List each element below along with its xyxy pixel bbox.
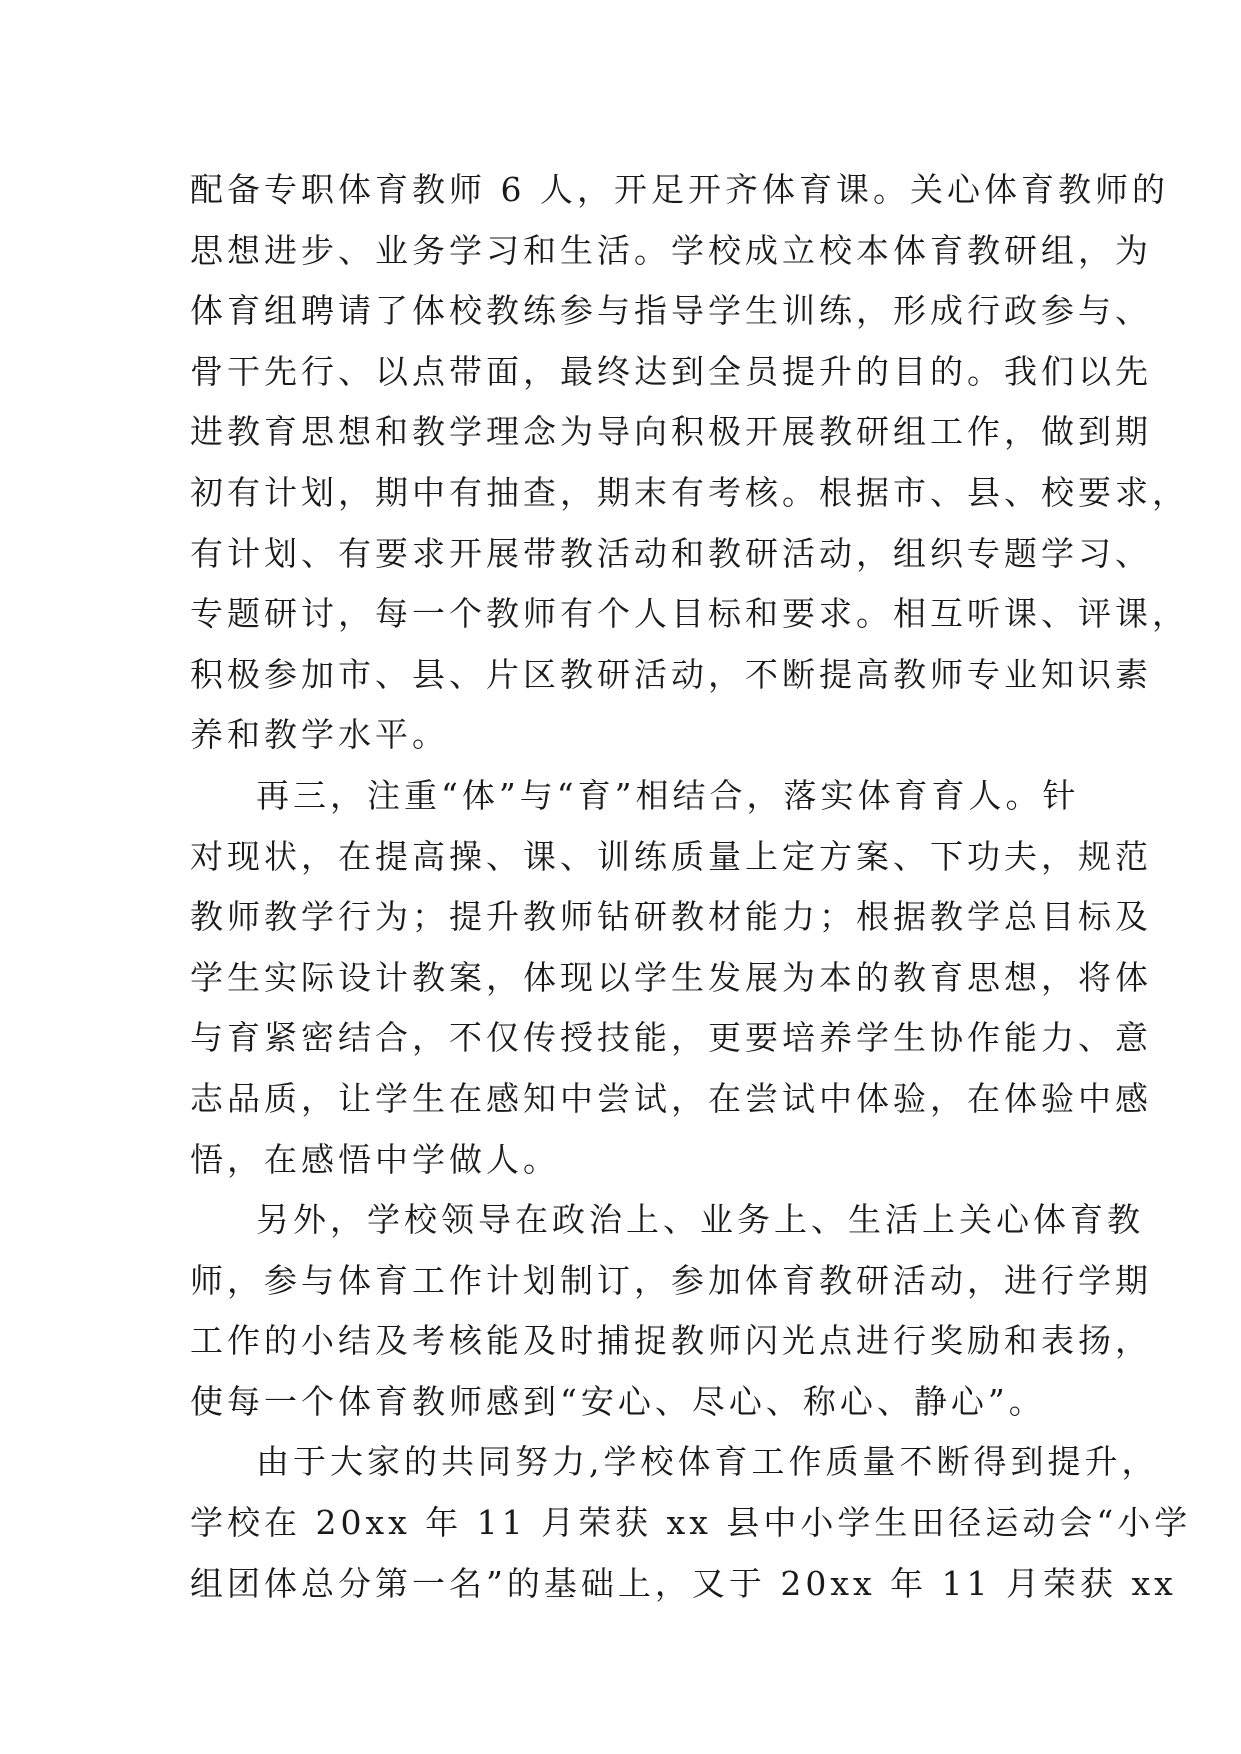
text-line: 思想进步、业务学习和生活。学校成立校本体育教研组，为	[190, 230, 1152, 270]
paragraph-first-line: 由于大家的共同努力,学校体育工作质量不断得到提升，	[256, 1442, 1159, 1482]
text-line: 与育紧密结合，不仅传授技能，更要培养学生协作能力、意	[190, 1018, 1152, 1058]
text-line: 体育组聘请了体校教练参与指导学生训练，形成行政参与、	[190, 291, 1152, 331]
text-line: 师，参与体育工作计划制订，参加体育教研活动，进行学期	[190, 1260, 1152, 1300]
paragraph-first-line: 再三，注重“体”与“育”相结合，落实体育育人。针	[256, 775, 1080, 815]
text-line: 初有计划，期中有抽查，期末有考核。根据市、县、校要求，	[190, 472, 1189, 512]
text-line: 学生实际设计教案，体现以学生发展为本的教育思想，将体	[190, 957, 1152, 997]
text-line: 使每一个体育教师感到“安心、尽心、称心、静心”。	[190, 1381, 1046, 1421]
text-line: 悟，在感悟中学做人。	[190, 1139, 560, 1179]
text-line: 工作的小结及考核能及时捕捉教师闪光点进行奖励和表扬，	[190, 1321, 1152, 1361]
text-line: 有计划、有要求开展带教活动和教研活动，组织专题学习、	[190, 533, 1152, 573]
text-line: 组团体总分第一名”的基础上，又于 20xx 年 11 月荣获 xx	[190, 1563, 1177, 1603]
text-line: 进教育思想和教学理念为导向积极开展教研组工作，做到期	[190, 412, 1152, 452]
text-line: 养和教学水平。	[190, 715, 449, 755]
text-line: 专题研讨，每一个教师有个人目标和要求。相互听课、评课，	[190, 594, 1189, 634]
paragraph-first-line: 另外，学校领导在政治上、业务上、生活上关心体育教	[256, 1200, 1144, 1240]
text-line: 骨干先行、以点带面，最终达到全员提升的目的。我们以先	[190, 351, 1152, 391]
text-line: 对现状，在提高操、课、训练质量上定方案、下功夫，规范	[190, 836, 1152, 876]
document-body	[190, 160, 1192, 1614]
text-line: 配备专职体育教师 6 人，开足开齐体育课。关心体育教师的	[190, 170, 1169, 209]
text-line: 学校在 20xx 年 11 月荣获 xx 县中小学生田径运动会“小学	[190, 1503, 1192, 1543]
text-line: 志品质，让学生在感知中尝试，在尝试中体验，在体验中感	[190, 1078, 1152, 1118]
text-line: 积极参加市、县、片区教研活动，不断提高教师专业知识素	[190, 654, 1152, 694]
text-line: 教师教学行为；提升教师钻研教材能力；根据教学总目标及	[190, 897, 1152, 937]
